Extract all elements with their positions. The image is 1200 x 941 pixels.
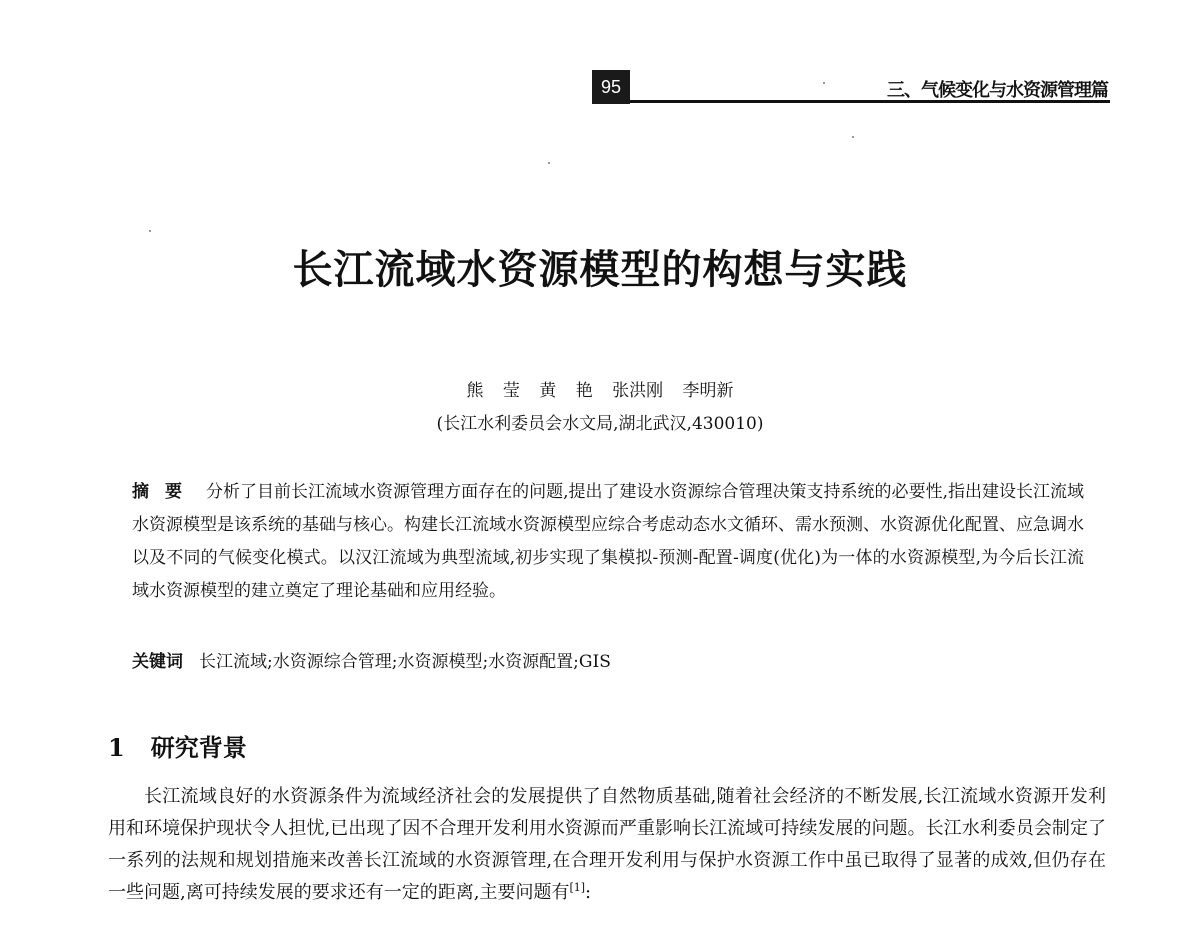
scan-speck xyxy=(823,82,825,84)
affiliation: (长江水利委员会水文局,湖北武汉,430010) xyxy=(436,414,764,434)
section-title: 研究背景 xyxy=(150,734,247,762)
paper-title: 长江流域水资源模型的构想与实践 xyxy=(292,246,908,293)
body-paragraph xyxy=(108,781,1106,909)
page-number: 95 xyxy=(592,70,630,104)
author-list: 熊 莹 黄 艳 张洪刚 李明新 xyxy=(466,381,734,401)
abstract-text: 分析了目前长江流域水资源管理方面存在的问题,提出了建设水资源综合管理决策支持系统的必要性,指出建设长江流域水资源模型是该系统的基础与核心。构建长江流域水资源模型应综合考虑动态水文循环、需水预测、水资源优化配置、应急调水以及不同的气候变化模式。以汉江流域为典型流域,初步实现了集模拟-预测-配置-调度(优化)为一体的水资源模型,为今后长江流域水资源模型的建立奠定了理论基础和应用经验。 xyxy=(132,482,1085,601)
scan-speck xyxy=(149,230,151,232)
citation-reference[interactable]: [1] xyxy=(569,881,586,894)
keywords xyxy=(132,648,1084,676)
section-heading xyxy=(108,728,247,763)
abstract xyxy=(132,476,1084,608)
paragraph-text: 长江流域良好的水资源条件为流域经济社会的发展提供了自然物质基础,随着社会经济的不断发展,长江流域水资源开发利用和环境保护现状令人担忧,已出现了因不合理开发利用水资源而严重影响长江流域可持续发展的问题。长江水利委员会制定了一系列的法规和规划措施来改善长江流域的水资源管理,在合理开发利用与保护水资源工作中虽已取得了显著的成效,但仍存在一些问题,离可持续发展的要求还有一定的距离,主要问题有 xyxy=(108,786,1106,903)
scan-speck xyxy=(852,136,854,138)
section-number: 1 xyxy=(108,733,125,762)
scan-speck xyxy=(548,162,550,164)
keywords-text: 长江流域;水资源综合管理;水资源模型;水资源配置;GIS xyxy=(199,652,611,672)
keywords-label: 关键词 xyxy=(132,652,183,672)
paragraph-end: : xyxy=(585,882,592,903)
abstract-label: 摘要 xyxy=(132,482,199,502)
running-section-title: 三、气候变化与水资源管理篇 xyxy=(887,80,1108,101)
